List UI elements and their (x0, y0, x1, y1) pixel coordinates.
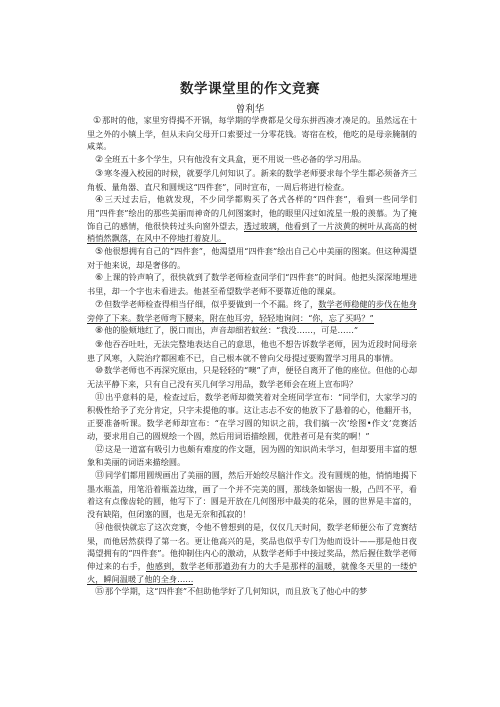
paragraph-text: 那时的他，家里穷得揭不开锅，每学期的学费都是父母东拼西凑才凑足的。虽然远在十里之外的小镇上学，但从未向父母开口索要过一分零花钱。寄宿在校，他吃的是母亲腌制的咸菜。 (87, 115, 417, 152)
paragraph-number: ⑮ (95, 587, 105, 598)
paragraph (87, 391, 417, 443)
paragraph-number: ⑫ (95, 444, 105, 455)
paragraph-text: 全班五十多个学生，只有他没有文具盒，更不用说一些必备的学习用品。 (104, 154, 367, 165)
paragraph (87, 298, 417, 324)
paragraph (87, 521, 417, 586)
paragraph-number: ④ (95, 195, 104, 206)
paragraph-text: 他很想拥有自己的“四件套”，他渴望用“四件套”绘出自己心中美丽的图案。但这种渴望对于他来说，却是奢侈的。 (87, 246, 417, 270)
underlined-sentence: 他感到，数学老师那遒劲有力的大手是那样的温暖，就像冬天里的一缕炉火，瞬间温暖了他的全身…… (87, 560, 417, 584)
paragraph-number: ⑧ (95, 326, 104, 337)
document-author: 曾利华 (235, 104, 265, 115)
underlined-sentence: 透过玻璃，他看到了一片淡黄的树叶从高高的树梢悄然飘落，在风中不停地打着旋儿。 (87, 220, 417, 244)
paragraph-text: 三天过去后，他就发现，不少同学都购买了各式各样的“四件套”，看到一些同学们用“四件套”绘出的那些美丽而神奇的几何图案时，他的眼里闪过如流星一般的羡慕。为了掩饰自己的感情，他很快转过头向窗外望去， (87, 194, 417, 231)
paragraph-number: ② (95, 155, 104, 166)
paragraph-text: 他吞吞吐吐，无法完整地表达自己的意思，他也不想告诉数学老师，因为近段时间母亲患了风寒，入院治疗都困难不已，自己根本就不曾向父母提过要购置学习用具的事情。 (87, 338, 417, 363)
paragraph-text: 出乎意料的是，检查过后，数学老师却微笑着对全班同学宣布：“同学们，大家学习的积极性给予了充分肯定，只字未提他的事。这让志忐不安的他放下了悬着的心，他翻开书，正要准备听课。数学老师却宣布：“在学习圆的知识之前，我们搞一次‘绘图•作文’竞赛活动，要求用自己的圆规绘一个圆，然后用词语描绘圆，优胜者可是有奖的啊！” (87, 391, 417, 441)
paragraph-number: ⑬ (95, 470, 105, 481)
paragraph-number: ⑩ (95, 366, 104, 377)
paragraph (87, 271, 417, 297)
paragraph-text: 上课的铃声响了，很快就到了数学老师检查同学们“四件套”的时间。他把头深深地埋进书里，却一个字也未看进去。他甚至希望数学老师不要靠近他的课桌。 (87, 272, 418, 297)
paragraph-number: ⑤ (95, 247, 104, 258)
paragraph (87, 193, 417, 245)
paragraph (87, 364, 417, 390)
paragraph-number: ⑪ (95, 392, 105, 403)
paragraph (87, 114, 417, 153)
document-body (87, 114, 417, 599)
paragraph-text: 寒冬漫入校园的时候，就要学几何知识了。新来的数学老师要求每个学生都必须备齐三角板、量角器、直尺和圆规这“四件套”，同时宣布，一周后将进行检查。 (87, 167, 417, 192)
document-title: 数学课堂里的作文竞赛 (180, 81, 320, 97)
paragraph (87, 338, 417, 364)
paragraph-text: 那个学期，这“四件套”不但助他学好了几何知识，而且放飞了他心中的梦 (105, 586, 368, 597)
paragraph-text: 但数学老师检查得相当仔细，似乎要做到一个不漏。终了， (104, 298, 319, 309)
paragraph-number: ⑨ (95, 339, 104, 350)
underlined-sentence: 数学老师稳健的步伐在他身旁停了下来。数学老师弯下腰来，附在他耳旁，轻轻地询问：“你，忘了买吗？” (87, 298, 417, 323)
paragraph-number: ③ (95, 168, 104, 179)
paragraph (87, 153, 417, 167)
paragraph-number: ⑥ (95, 273, 104, 284)
paragraph (87, 469, 417, 521)
paragraph-text: 数学老师也不再深究原由，只是轻轻的“噢”了声，便径自离开了他的座位。但他的心却无法平静下来，只有自己没有买几何学习用品，数学老师会在班上宣布吗？ (87, 365, 418, 390)
paragraph-text: 同学们都用圆规画出了美丽的圆，然后开始绞尽脑汁作文。没有圆规的他，悄悄地揭下墨水瓶盖，用笔沿着瓶盖边缘，画了一个并不完美的圆，那线条如锯齿一般，凸凹不平，看着这有点像齿轮的圆，他写下了：圆是开放在几何图形中最美的花朵，圆的世界是丰富的，没有缺陷，但闭塞的圆，也是无奈和孤寂的！ (87, 469, 417, 520)
paragraph-text: 他很快就忘了这次竞赛，令他不曾想到的是，仅仅几天时间，数学老师便公布了竞赛结果，而他居然获得了第一名。更让他高兴的是，奖品也似乎专门为他而设计——那是他日夜渴望拥有的“四件套”。他抑制住内心的激动，从数学老师手中接过奖品，然后握住数学老师伸过来的右手， (87, 521, 417, 571)
paragraph (87, 167, 417, 193)
paragraph-text: 这是一道富有吸引力也颇有难度的作文题，因为圆的知识尚未学习，但却要用丰富的想象和美丽的词语来描绘圆。 (87, 443, 417, 468)
paragraph-number: ⑦ (95, 299, 104, 310)
paragraph (87, 443, 417, 469)
paragraph (87, 324, 417, 338)
paragraph-number: ⑭ (95, 522, 105, 533)
paragraph-number: ① (93, 116, 102, 126)
paragraph (87, 585, 417, 599)
paragraph-text: 他的脸颊地红了，脱口而出，声音却细若蚊丝：“我没……，可是……” (104, 325, 359, 336)
paragraph (87, 245, 417, 271)
